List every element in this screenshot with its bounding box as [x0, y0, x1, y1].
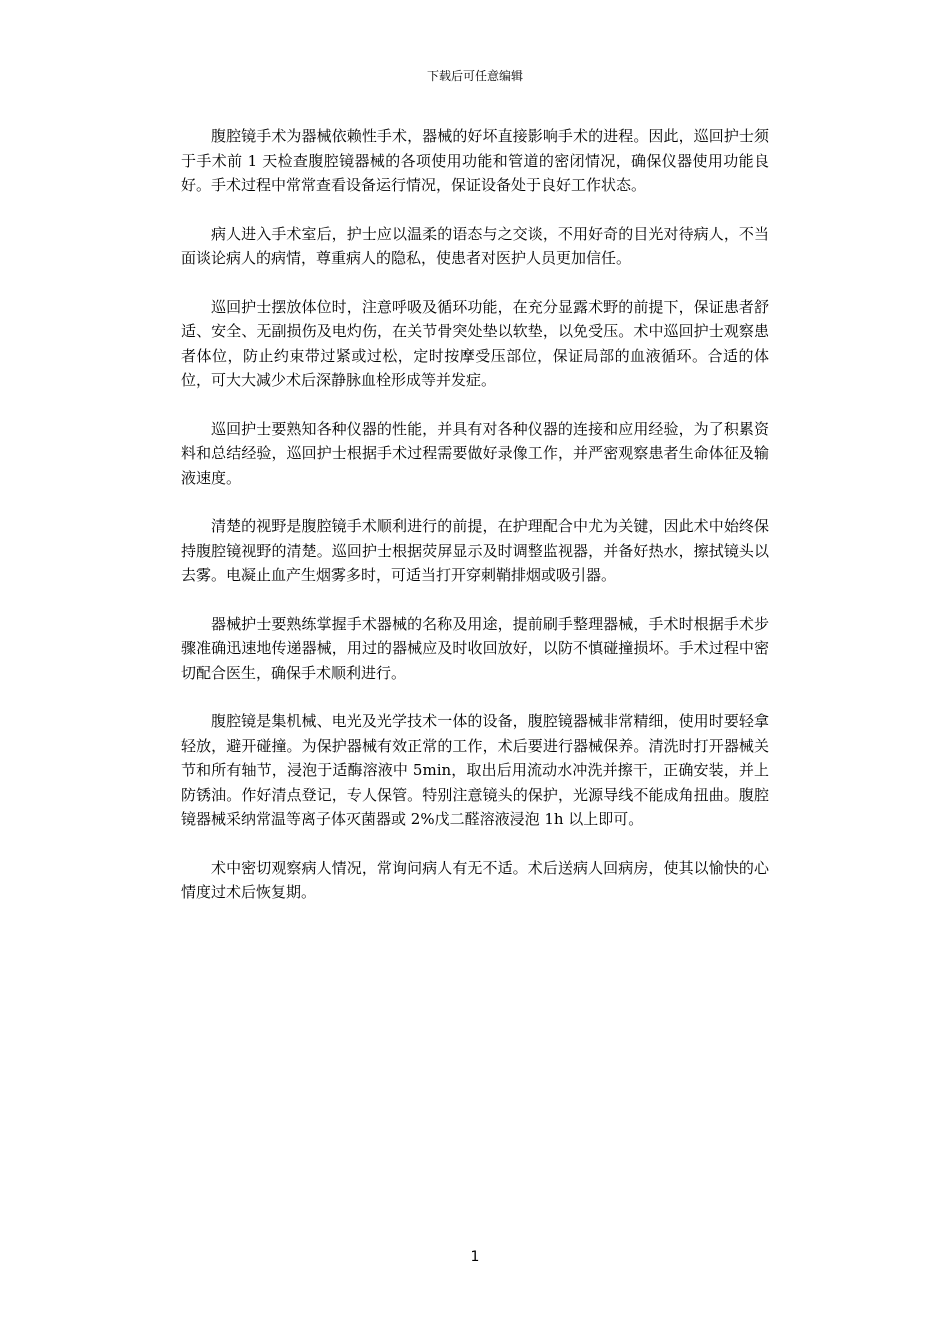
paragraph: 巡回护士要熟知各种仪器的性能，并具有对各种仪器的连接和应用经验，为了积累资料和总结经验，巡回护士根据手术过程需要做好录像工作，并严密观察患者生命体征及输液速度。 — [181, 419, 769, 487]
paragraph: 腹腔镜手术为器械依赖性手术，器械的好坏直接影响手术的进程。因此，巡回护士须于手术前 1 天检查腹腔镜器械的各项使用功能和管道的密闭情况，确保仪器使用功能良好。手术过程中常常查看设备运行情况，保证设备处于良好工作状态。 — [181, 127, 769, 194]
paragraph: 腹腔镜是集机械、电光及光学技术一体的设备，腹腔镜器械非常精细，使用时要轻拿轻放，避开碰撞。为保护器械有效正常的工作，术后要进行器械保养。清洗时打开器械关节和所有轴节，浸泡于适酶溶液中 5min，取出后用流动水冲洗并擦干，正确安装，并上防锈油。作好清点登记，专人保管。特别注意镜头的保护，光源导线不能成角扭曲。腹腔镜器械采纳常温等离子体灭菌器或 2%戊二醛溶液浸泡 1h 以上即可。 — [181, 712, 769, 828]
paragraph: 巡回护士摆放体位时，注意呼吸及循环功能，在充分显露术野的前提下，保证患者舒适、安全、无副损伤及电灼伤，在关节骨突处垫以软垫，以免受压。术中巡回护士观察患者体位，防止约束带过紧或过松，定时按摩受压部位，保证局部的血液循环。合适的体位，可大大减少术后深静脉血栓形成等并发症。 — [181, 297, 769, 389]
paragraph: 器械护士要熟练掌握手术器械的名称及用途，提前刷手整理器械，手术时根据手术步骤准确迅速地传递器械，用过的器械应及时收回放好，以防不慎碰撞损坏。手术过程中密切配合医生，确保手术顺利进行。 — [181, 614, 769, 682]
paragraph: 病人进入手术室后，护士应以温柔的语态与之交谈，不用好奇的目光对待病人，不当面谈论病人的病情，尊重病人的隐私，使患者对医护人员更加信任。 — [181, 224, 769, 267]
document-body — [181, 124, 769, 929]
page-header: 下载后可任意编辑 — [426, 69, 523, 83]
paragraph: 清楚的视野是腹腔镜手术顺利进行的前提，在护理配合中尤为关键，因此术中始终保持腹腔镜视野的清楚。巡回护士根据荧屏显示及时调整监视器，并备好热水，擦拭镜头以去雾。电凝止血产生烟雾多时，可适当打开穿刺鞘排烟或吸引器。 — [181, 517, 769, 584]
page-number: 1 — [470, 1249, 480, 1265]
paragraph: 术中密切观察病人情况，常询问病人有无不适。术后送病人回病房，使其以愉快的心情度过术后恢复期。 — [181, 858, 769, 901]
